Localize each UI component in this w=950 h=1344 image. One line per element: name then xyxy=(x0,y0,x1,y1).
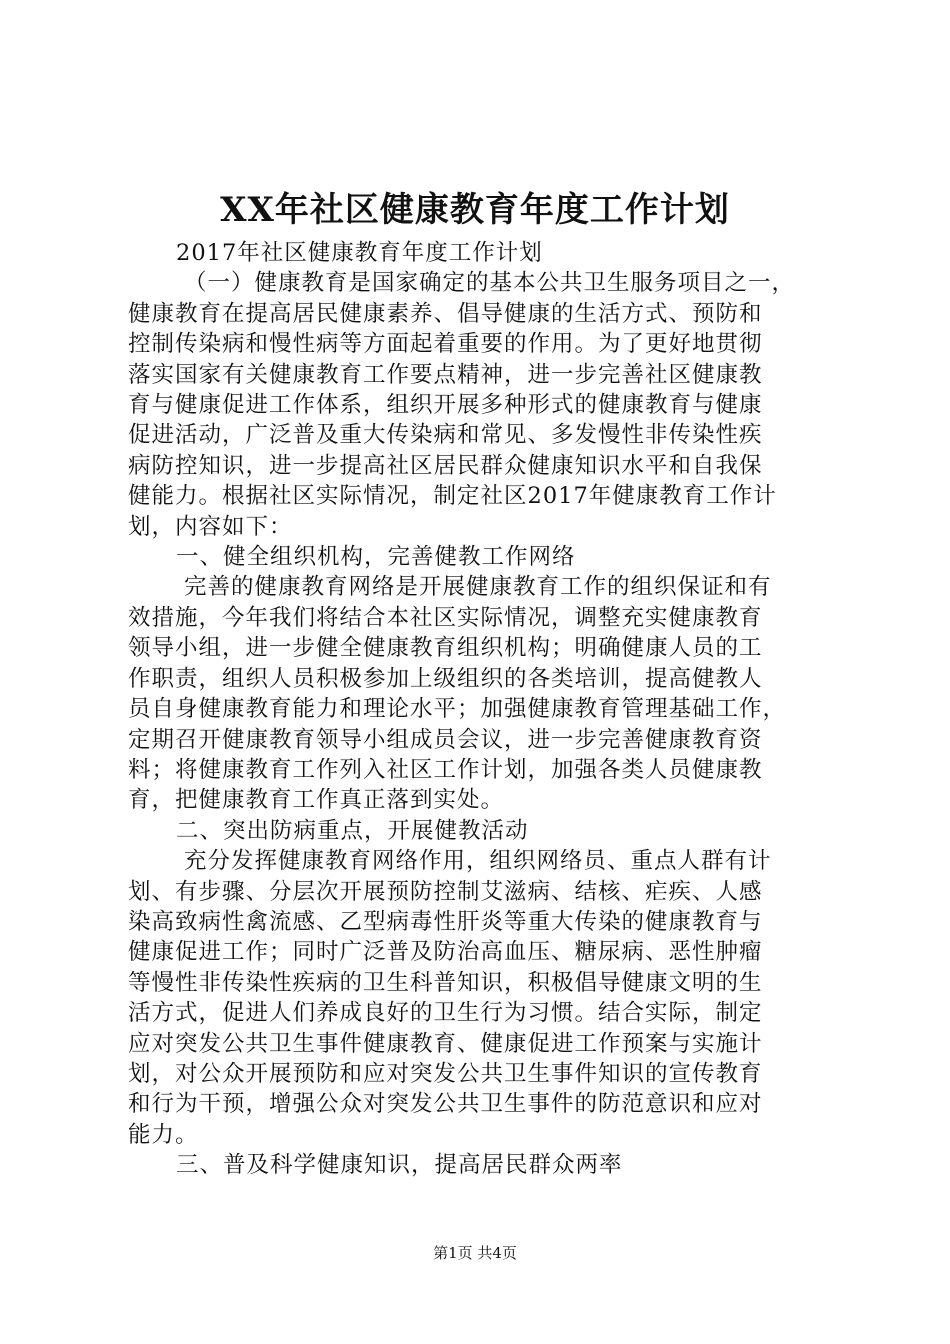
section-heading: 二、突出防病重点，开展健教活动 xyxy=(176,817,529,844)
paragraph-line: 划，对公众开展预防和应对突发公共卫生事件知识的宣传教育 xyxy=(128,1060,763,1087)
paragraph-line: 划、有步骤、分层次开展预防控制艾滋病、结核、疟疾、人感 xyxy=(128,878,763,905)
paragraph-line: 领导小组，进一步健全健康教育组织机构；明确健康人员的工 xyxy=(128,635,763,662)
paragraph-line: 效措施，今年我们将结合本社区实际情况，调整充实健康教育 xyxy=(128,604,763,631)
paragraph-line: 控制传染病和慢性病等方面起着重要的作用。为了更好地贯彻 xyxy=(128,331,763,358)
paragraph-line: 等慢性非传染性疾病的卫生科普知识，积极倡导健康文明的生 xyxy=(128,969,763,996)
section-heading: 一、健全组织机构，完善健教工作网络 xyxy=(176,544,576,571)
paragraph-line: 应对突发公共卫生事件健康教育、健康促进工作预案与实施计 xyxy=(128,1030,763,1057)
paragraph-line: 健能力。根据社区实际情况，制定社区2017年健康教育工作计 xyxy=(128,483,777,510)
paragraph-line: 病防控知识，进一步提高社区居民群众健康知识水平和自我保 xyxy=(128,452,763,479)
paragraph-line: 活方式，促进人们养成良好的卫生行为习惯。结合实际，制定 xyxy=(128,1000,763,1027)
document-body xyxy=(128,238,826,1181)
paragraph-line: 育，把健康教育工作真正落到实处。 xyxy=(128,787,505,814)
paragraph-line: 促进活动，广泛普及重大传染病和常见、多发慢性非传染性疾 xyxy=(128,422,763,449)
paragraph-line: 料；将健康教育工作列入社区工作计划，加强各类人员健康教 xyxy=(128,756,763,783)
document-title: XX年社区健康教育年度工作计划 xyxy=(220,190,730,230)
paragraph-line: 完善的健康教育网络是开展健康教育工作的组织保证和有 xyxy=(184,574,772,601)
paragraph-line: 健康促进工作；同时广泛普及防治高血压、糖尿病、恶性肿瘤 xyxy=(128,939,763,966)
section-heading: 三、普及科学健康知识，提高居民群众两率 xyxy=(176,1152,623,1179)
paragraph-line: 落实国家有关健康教育工作要点精神，进一步完善社区健康教 xyxy=(128,361,763,388)
paragraph-line: 健康教育在提高居民健康素养、倡导健康的生活方式、预防和 xyxy=(128,300,763,327)
paragraph-line: （一）健康教育是国家确定的基本公共卫生服务项目之一， xyxy=(184,270,796,297)
paragraph-line: 充分发挥健康教育网络作用，组织网络员、重点人群有计 xyxy=(184,848,772,875)
subtitle-line: 2017年社区健康教育年度工作计划 xyxy=(176,240,543,266)
paragraph-line: 和行为干预，增强公众对突发公共卫生事件的防范意识和应对 xyxy=(128,1091,763,1118)
paragraph-line: 育与健康促进工作体系，组织开展多种形式的健康教育与健康 xyxy=(128,392,763,419)
page-footer: 第1页 共4页 xyxy=(433,1244,517,1262)
paragraph-line: 能力。 xyxy=(128,1121,199,1148)
paragraph-line: 染高致病性禽流感、乙型病毒性肝炎等重大传染的健康教育与 xyxy=(128,908,763,935)
paragraph-line: 员自身健康教育能力和理论水平；加强健康教育管理基础工作， xyxy=(128,696,787,723)
paragraph-line: 划，内容如下： xyxy=(128,513,293,540)
paragraph-line: 作职责，组织人员积极参加上级组织的各类培训，提高健教人 xyxy=(128,665,763,692)
paragraph-line: 定期召开健康教育领导小组成员会议，进一步完善健康教育资 xyxy=(128,726,763,753)
